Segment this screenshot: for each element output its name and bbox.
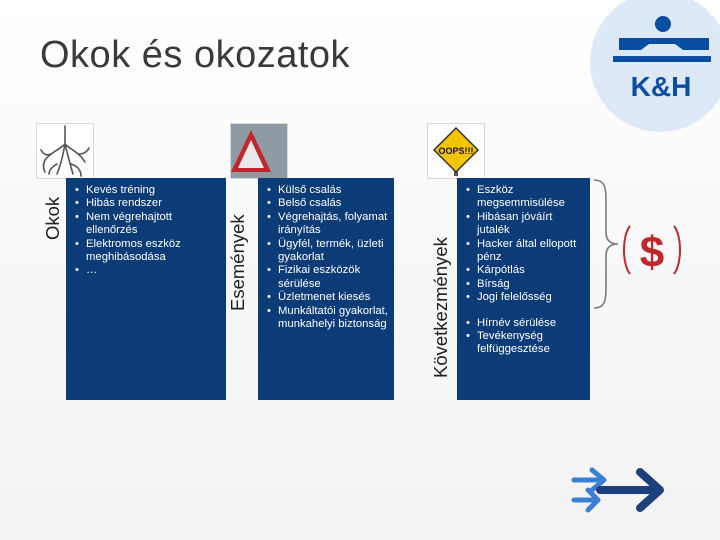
cause-item: • Nem végrehajtott ellenőrzés [75,211,215,238]
kh-logo [605,10,717,112]
roots-image [36,123,94,179]
consequence-item: • Bírság [466,278,586,291]
consequence-item: • Hibásan jóváírt jutalék [466,211,586,238]
oops-sign-icon [428,124,484,178]
causes-label: Okok [42,196,63,240]
events-panel [258,178,394,400]
dollar-symbol: $ [639,228,665,277]
forward-arrows-icon [560,462,670,522]
events-label: Események [227,214,248,311]
event-item: • Belső csalás [267,197,389,210]
consequence-item: • Eszköz megsemmisülése [466,184,586,211]
consequences-panel [457,178,590,400]
event-item: • Fizikai eszközök sérülése [267,264,389,291]
cause-item: • Kevés tréning [75,184,215,197]
event-item: • Munkáltatói gyakorlat, munkahelyi biztonság [267,305,389,332]
consequence-item: • Jogi felelősség [466,291,586,304]
consequences-label: Következmények [430,237,451,378]
event-item: • Végrehajtás, folyamat irányítás [267,211,389,238]
consequence-item: • Tevékenység felfüggesztése [466,330,586,357]
cause-item: • Elektromos eszköz meghibásodása [75,238,215,265]
warning-triangle-icon [231,124,287,178]
brace-icon [592,178,622,310]
money-icon [620,222,684,278]
warning-image [230,123,288,179]
event-item: • Ügyfél, termék, üzleti gyakorlat [267,238,389,265]
consequence-item: • Kárpótlás [466,264,586,277]
oops-text: OOPS!!! [438,146,474,156]
page-title: Okok és okozatok [40,34,351,76]
logo-text: K&H [630,71,692,102]
consequence-item: • Hacker által ellopott pénz [466,238,586,265]
consequence-item: • Hírnév sérülése [466,317,586,330]
roots-icon [37,124,93,178]
causes-panel [66,178,226,400]
cause-item: • … [75,264,215,277]
event-item: • Üzletmenet kiesés [267,291,389,304]
cause-item: • Hibás rendszer [75,197,215,210]
oops-image [427,123,485,179]
event-item: • Külső csalás [267,184,389,197]
